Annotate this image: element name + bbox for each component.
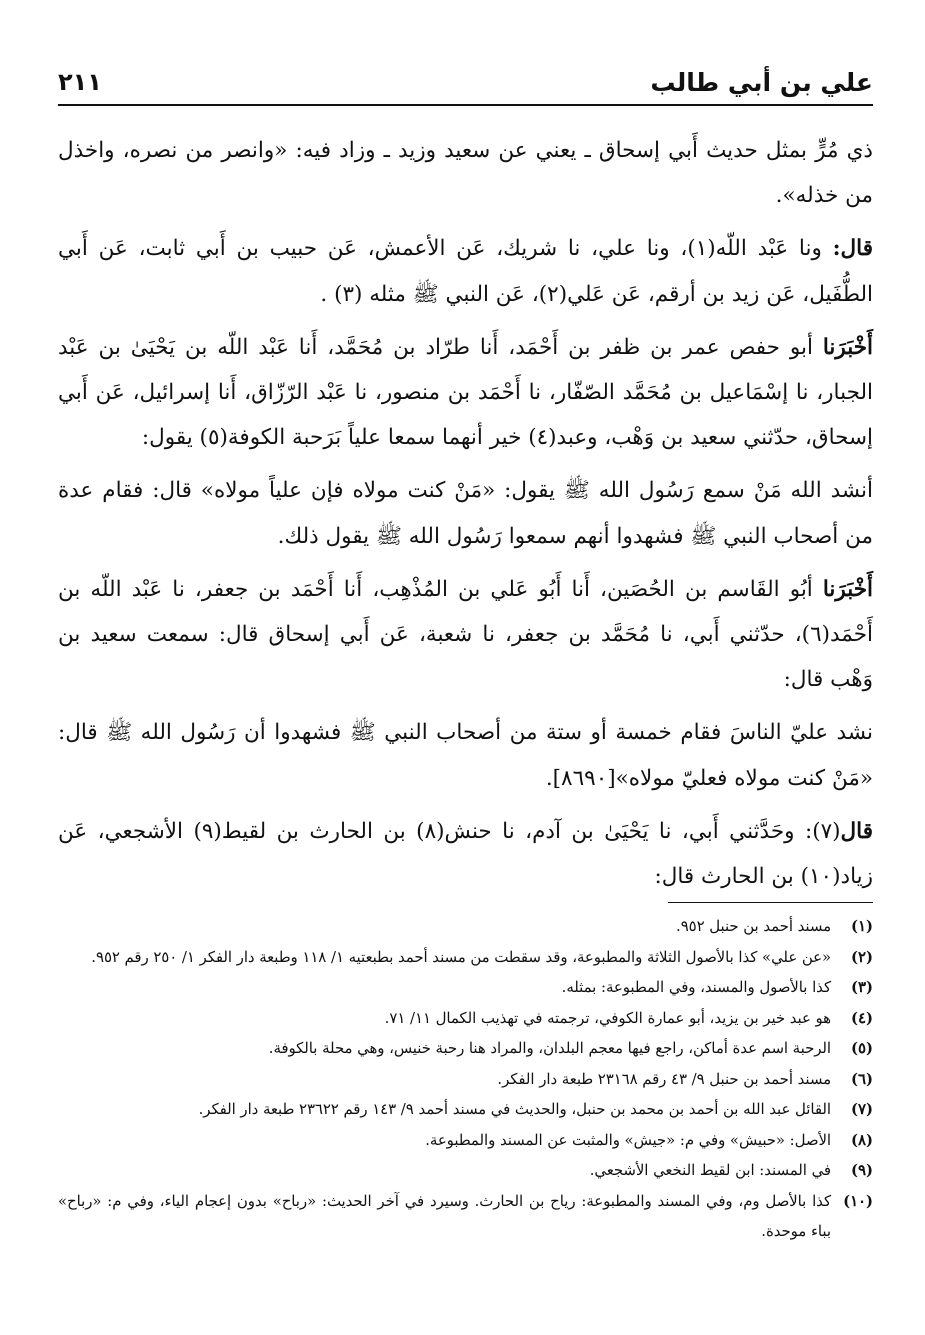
footnote-text: الأصل: «حبيش» وفي م: «جيش» والمثبت عن المسند والمطبوعة. bbox=[425, 1131, 831, 1149]
footnote bbox=[58, 1004, 873, 1035]
footnote-number: (٢) bbox=[851, 948, 873, 966]
footnote bbox=[58, 973, 873, 1004]
paragraph-lead: أَخْبَرَنا bbox=[822, 576, 873, 602]
paragraph-text: أنشد الله مَنْ سمع رَسُول الله ﷺ يقول: «مَنْ كنت مولاه فإن علياً مولاه» قال: فقام عدة من أصحاب النبي ﷺ فشهدوا أنهم سمعوا رَسُول الله ﷺ يقول ذلك. bbox=[58, 478, 873, 549]
paragraph-text: (٧): وحَدَّثني أَبي، نا يَحْيَىٰ بن آدم، نا حنش(٨) بن الحارث بن لقيط(٩) الأشجعي، عَن زياد(١٠) بن الحارث قال: bbox=[58, 818, 873, 890]
footnote-text: الرحبة اسم عدة أماكن، راجع فيها معجم البلدان، والمراد هنا رحبة خنيس، وهي محلة بالكوفة. bbox=[268, 1040, 831, 1057]
paragraph-text: ذي مُرٍّ بمثل حديث أَبي إسحاق ـ يعني عن سعيد وزيد ـ وزاد فيه: «وانصر من نصره، واخذل من خذله». bbox=[58, 138, 873, 209]
footnote-number: (١٠) bbox=[843, 1192, 873, 1210]
footnotes bbox=[58, 912, 873, 1248]
footnote bbox=[58, 912, 873, 943]
footnote-text: القائل عبد الله بن أحمد بن محمد بن حنبل، والحديث في مسند أحمد ٩/ ١٤٣ رقم ٢٣٦٢٢ طبعة دار الفكر. bbox=[198, 1101, 831, 1118]
footnote-number: (٥) bbox=[851, 1040, 873, 1057]
paragraph-text: أبُو القَاسم بن الحُصَين، أَنا أَبُو عَلي بن المُذْهِب، أَنا أَحْمَد بن جعفر، نا عَبْد اللّه بن أَحْمَد(٦)، حدّثني أَبي، نا مُحَمَّد بن جعفر، نا شعبة، عَن أَبي إسحاق قال: سمعت سعيد بن وَهْب قال: bbox=[58, 576, 873, 693]
footnote-number: (٧) bbox=[851, 1101, 873, 1118]
footnote bbox=[58, 1187, 873, 1248]
footnote-divider bbox=[668, 902, 873, 903]
paragraph bbox=[58, 325, 873, 461]
paragraph bbox=[58, 226, 873, 316]
paragraph-lead: قال: bbox=[832, 236, 873, 262]
footnote-number: (٣) bbox=[851, 979, 873, 996]
paragraph bbox=[58, 567, 873, 703]
header-divider bbox=[58, 104, 873, 106]
footnote bbox=[58, 943, 873, 974]
paragraph bbox=[58, 468, 873, 558]
paragraph bbox=[58, 128, 873, 218]
footnote bbox=[58, 1034, 873, 1065]
paragraph bbox=[58, 809, 873, 899]
footnote-text: مسند أحمد بن حنبل ٩/ ٤٣ رقم ٢٣١٦٨ طبعة دار الفكر. bbox=[497, 1070, 831, 1088]
footnote-number: (١) bbox=[851, 918, 873, 935]
running-title: علي بن أبي طالب bbox=[650, 68, 873, 97]
footnote-text: كذا بالأصل وم، وفي المسند والمطبوعة: رياح بن الحارث. وسيرد في آخر الحديث: «رباح» بدون إعجام الياء، وفي م: «رباح» بباء موحدة. bbox=[58, 1192, 831, 1240]
footnote-number: (٩) bbox=[851, 1162, 873, 1179]
paragraph-text: ونا عَبْد اللّه(١)، ونا علي، نا شريك، عَن الأعمش، عَن حبيب بن أَبي ثابت، عَن أَبي الطُّفَيل، عَن زيد بن أرقم، عَن عَلي(٢)، عَن النبي ﷺ مثله (٣) . bbox=[58, 236, 873, 307]
footnote-number: (٦) bbox=[851, 1070, 873, 1088]
footnote bbox=[58, 1156, 873, 1187]
paragraph bbox=[58, 710, 873, 800]
paragraph-text: نشد عليّ الناسَ فقام خمسة أو ستة من أصحاب النبي ﷺ فشهدوا أن رَسُول الله ﷺ قال: «مَنْ كنت مولاه فعليّ مولاه»[٨٦٩٠]. bbox=[58, 720, 873, 791]
footnote-number: (٨) bbox=[851, 1131, 873, 1149]
footnote-text: مسند أحمد بن حنبل ٩٥٢. bbox=[676, 918, 831, 935]
paragraph-lead: قال bbox=[840, 818, 873, 844]
footnote bbox=[58, 1126, 873, 1157]
page-number: ٢١١ bbox=[58, 68, 102, 96]
main-text bbox=[58, 128, 873, 907]
footnote-number: (٤) bbox=[851, 1009, 873, 1027]
paragraph-text: أبو حفص عمر بن ظفر بن أَحْمَد، أَنا طرّاد بن مُحَمَّد، أَنا عَبْد اللّه بن يَحْيَىٰ بن عَبْد الجبار، نا إسْمَاعيل بن مُحَمَّد الصّفّار، نا أَحْمَد بن منصور، نا عَبْد الرّزّاق، أَنا إسرائيل، عَن أَبي إسحاق، حدّثني سعيد بن وَهْب، وعبد(٤) خير أنهما سمعا علياً بَرَحبة الكوفة(٥) يقول: bbox=[58, 334, 873, 451]
footnote-text: هو عبد خير بن يزيد، أبو عمارة الكوفي، ترجمته في تهذيب الكمال ١١/ ٧١. bbox=[384, 1009, 831, 1027]
footnote bbox=[58, 1095, 873, 1126]
paragraph-lead: أَخْبَرَنا bbox=[822, 334, 873, 360]
footnote-text: «عن علي» كذا بالأصول الثلاثة والمطبوعة، وقد سقطت من مسند أحمد بطبعتيه ١/ ١١٨ وطبعة دار الفكر ١/ ٢٥٠ رقم ٩٥٢. bbox=[91, 948, 831, 966]
footnote-text: كذا بالأصول والمسند، وفي المطبوعة: بمثله. bbox=[561, 979, 831, 996]
footnote bbox=[58, 1065, 873, 1096]
footnote-text: في المسند: ابن لقيط النخعي الأشجعي. bbox=[589, 1162, 831, 1179]
